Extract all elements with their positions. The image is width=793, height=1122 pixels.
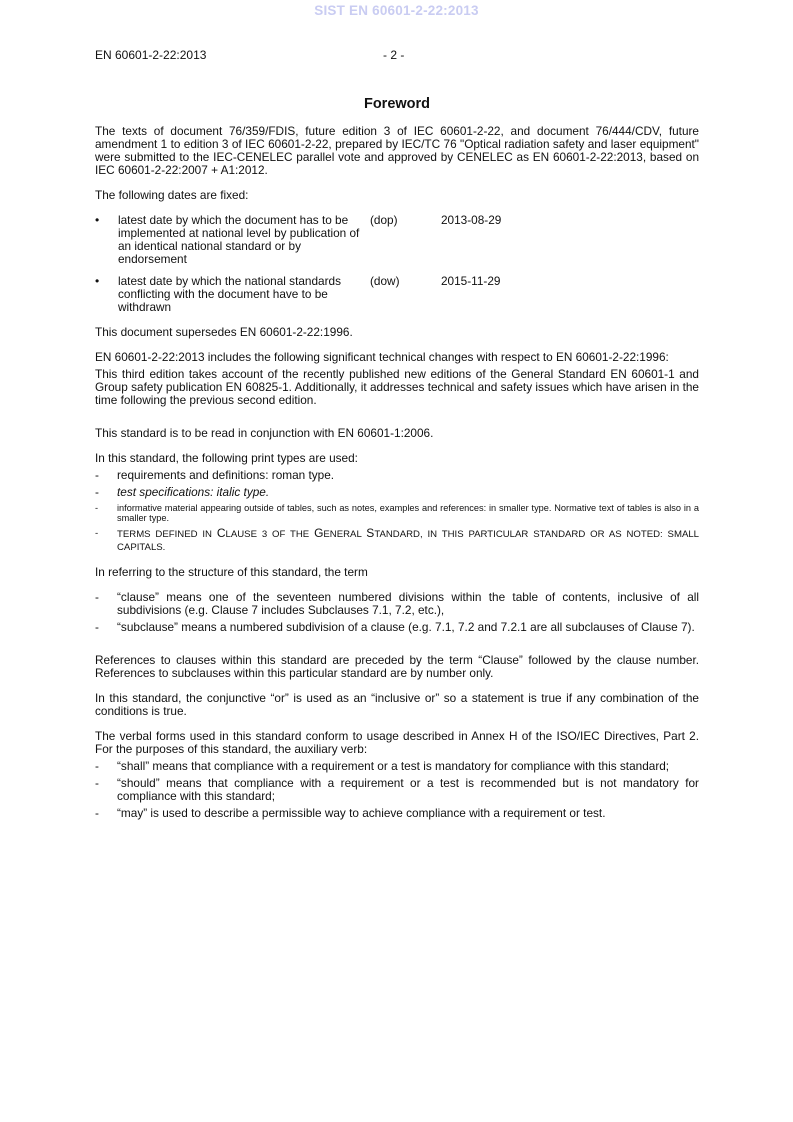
date-row-dow bbox=[95, 275, 699, 314]
list-item: - “subclause” means a numbered subdivision of a clause (e.g. 7.1, 7.2 and 7.2.1 are all subclauses of Clause 7). bbox=[95, 621, 699, 634]
list-item: - “clause” means one of the seventeen numbered divisions within the table of contents, inclusive of all subdivisions (e.g. Clause 7 includes Subclauses 7.1, 7.2, etc.), bbox=[95, 591, 699, 617]
conjunction-paragraph: This standard is to be read in conjunction with EN 60601-1:2006. bbox=[95, 426, 434, 440]
bullet-icon: • bbox=[95, 274, 100, 288]
bullet-icon: • bbox=[95, 213, 100, 227]
structure-intro: In referring to the structure of this standard, the term bbox=[95, 565, 368, 579]
date-row-dop bbox=[95, 214, 699, 266]
date-abbr: (dop) bbox=[370, 213, 398, 227]
list-item bbox=[95, 527, 699, 554]
verbal-forms-list bbox=[95, 760, 699, 820]
verbal-forms-paragraph: The verbal forms used in this standard conform to usage described in Annex H of the ISO/IEC Directives, Part 2. For the purposes of this standard, the auxiliary verb: bbox=[95, 729, 699, 756]
header-page-number: - 2 - bbox=[383, 48, 405, 62]
third-edition-paragraph: This third edition takes account of the recently published new editions of the General Standard EN 60601-1 and Group safety publication EN 60825-1. Additionally, it addresses technical and safety issues which have arisen in the time following the previous second edition. bbox=[95, 367, 699, 407]
date-value: 2015-11-29 bbox=[441, 274, 501, 288]
date-value: 2013-08-29 bbox=[441, 213, 502, 227]
supersedes-paragraph: This document supersedes EN 60601-2-22:1996. bbox=[95, 325, 353, 339]
changes-intro: EN 60601-2-22:2013 includes the following significant technical changes with respect to EN 60601-2-22:1996: bbox=[95, 350, 669, 364]
list-item: - “shall” means that compliance with a requirement or a test is mandatory for compliance with this standard; bbox=[95, 760, 699, 773]
list-item: - requirements and definitions: roman type. bbox=[95, 469, 699, 482]
page-body bbox=[95, 95, 699, 832]
print-types-intro: In this standard, the following print types are used: bbox=[95, 451, 358, 465]
dates-intro: The following dates are fixed: bbox=[95, 188, 249, 202]
print-types-list bbox=[95, 469, 699, 554]
small-caps-text: TERMS DEFINED IN CLAUSE 3 OF THE GENERAL STANDARD, IN THIS PARTICULAR STANDARD OR AS NOTED: SMALL CAPITALS. bbox=[117, 526, 700, 553]
dates-list bbox=[95, 214, 699, 314]
conjunctive-or-paragraph: In this standard, the conjunctive “or” is used as an “inclusive or” so a statement is true if any combination of the conditions is true. bbox=[95, 691, 699, 718]
date-description: latest date by which the national standards conflicting with the document have to be withdrawn bbox=[118, 274, 341, 314]
date-abbr: (dow) bbox=[370, 274, 400, 288]
structure-list bbox=[95, 591, 699, 634]
page-title: Foreword bbox=[363, 96, 431, 112]
list-item: - “should” means that compliance with a requirement or a test is recommended but is not mandatory for compliance with this standard; bbox=[95, 777, 699, 803]
date-description: latest date by which the document has to be implemented at national level by publication of an identical national standard or by endorsement bbox=[118, 213, 360, 266]
references-paragraph: References to clauses within this standard are preceded by the term “Clause” followed by the clause number. References to subclauses within this particular standard are by number only. bbox=[95, 653, 699, 680]
header-doc-id: EN 60601-2-22:2013 bbox=[95, 48, 207, 62]
watermark: SIST EN 60601-2-22:2013 bbox=[314, 3, 479, 18]
intro-paragraph: The texts of document 76/359/FDIS, future edition 3 of IEC 60601-2-22, and document 76/444/CDV, future amendment 1 to edition 3 of IEC 60601-2-22, prepared by IEC/TC 76 "Optical radiation safety and laser equipment" were submitted to the IEC-CENELEC parallel vote and approved by CENELEC as EN 60601-2-22:2013, based on IEC 60601-2-22:2007 + A1:2012. bbox=[95, 124, 699, 177]
list-item: - “may” is used to describe a permissible way to achieve compliance with a requirement or test. bbox=[95, 807, 699, 820]
list-item: - test specifications: italic type. bbox=[95, 486, 699, 499]
list-item: - informative material appearing outside of tables, such as notes, examples and references: in smaller type. Normative text of tables is also in a smaller type. bbox=[95, 503, 699, 523]
